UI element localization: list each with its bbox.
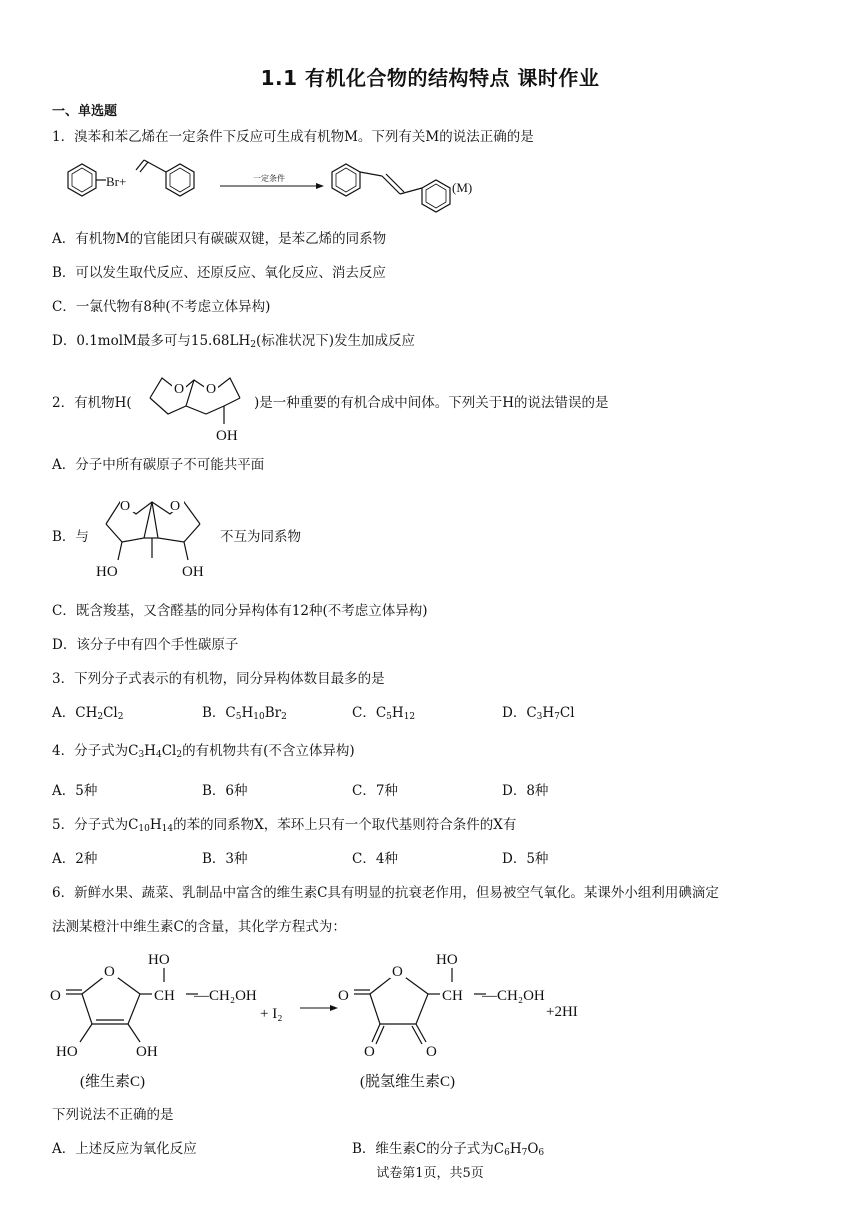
q5-option-d: D．5种 <box>502 851 549 867</box>
q4-stem: 4．分子式为$C_3H_4Cl_2$的有机物共有(不含立体异构) <box>52 743 355 760</box>
condition-label: 一定条件 <box>253 174 285 183</box>
q2-option-c: C．既含羧基，又含醛基的同分异构体有12种(不考虑立体异构) <box>52 603 428 619</box>
q3-stem: 3．下列分子式表示的有机物，同分异构体数目最多的是 <box>52 671 385 687</box>
q1-option-b: B．可以发生取代反应、还原反应、氧化反应、消去反应 <box>52 265 386 281</box>
q5-option-a: A．2种 <box>52 851 98 867</box>
q1-stem: 1．溴苯和苯乙烯在一定条件下反应可生成有机物M。下列有关M的说法正确的是 <box>52 129 534 145</box>
q6-prompt: 下列说法不正确的是 <box>52 1107 174 1123</box>
q4-option-c: C．7种 <box>352 783 398 799</box>
vc-oh-right: OH <box>136 1044 158 1060</box>
dvc-o-left: O <box>364 1044 375 1060</box>
q4-option-a: A．5种 <box>52 783 98 799</box>
page-title: 1.1 有机化合物的结构特点 课时作业 <box>260 66 600 90</box>
q1-option-a: A．有机物M的官能团只有碳碳双键，是苯乙烯的同系物 <box>52 231 387 247</box>
h-o1-label: O <box>174 382 185 397</box>
br-plus-label: Br+ <box>106 174 127 189</box>
section-heading: 一、单选题 <box>52 104 118 119</box>
q4-option-b: B．6种 <box>202 783 248 799</box>
b-o1-label: O <box>120 499 131 514</box>
vc-name-label: (维生素C) <box>80 1074 145 1090</box>
q6-reaction-scheme <box>48 944 608 1094</box>
b-o2-label: O <box>170 499 181 514</box>
dvc-carbonyl-o: O <box>338 988 349 1004</box>
vc-ring-o: O <box>104 964 115 980</box>
q3-option-a: A．$CH_2Cl_2$ <box>52 705 124 722</box>
dvc-name-label: (脱氢维生素C) <box>360 1074 455 1090</box>
q4-formula: $C_3H_4Cl_2$ <box>128 743 183 760</box>
vc-carbonyl-o: O <box>50 988 61 1004</box>
q2-option-b-end: 不互为同系物 <box>220 529 301 545</box>
q5-option-c: C．4种 <box>352 851 398 867</box>
q1-reaction-scheme <box>48 158 508 218</box>
q6-option-b: B．维生素C的分子式为$C_6H_7O_6$ <box>352 1141 545 1158</box>
q2-stem-start: 2．有机物H( <box>52 395 132 411</box>
q6-stem-line1: 6．新鲜水果、蔬菜、乳制品中富含的维生素C具有明显的抗衰老作用，但易被空气氧化。某课外小组利用碘滴定 <box>52 885 719 901</box>
q6-option-a: A．上述反应为氧化反应 <box>52 1141 197 1157</box>
q1-option-d: D．0.1molM最多可与$15.68LH_2$(标准状况下)发生加成反应 <box>52 333 416 350</box>
q6-stem-line2: 法测某橙汁中维生素C的含量，其化学方程式为： <box>52 919 346 935</box>
b-ho-label: HO <box>96 564 118 580</box>
product-m-label: (M) <box>452 180 473 195</box>
dvc-ho-label: HO <box>436 952 458 968</box>
q2-option-a: A．分子中所有碳原子不可能共平面 <box>52 457 265 473</box>
q3-option-b: B．$C_5H_{10}Br_2$ <box>202 705 287 722</box>
vc-oh-left: HO <box>56 1044 78 1060</box>
page-footer: 试卷第1页，共5页 <box>376 1166 484 1181</box>
dvc-ch2oh-label: —CH₂OH <box>482 988 545 1004</box>
dvc-o-right: O <box>426 1044 437 1060</box>
q2-option-d: D．该分子中有四个手性碳原子 <box>52 637 239 653</box>
h-oh-label: OH <box>216 428 238 444</box>
q1-option-c: C．一氯代物有8种(不考虑立体异构) <box>52 299 271 315</box>
q5-stem: 5．分子式为$C_{10}H_{14}$的苯的同系物X，苯环上只有一个取代基则符合条件的X有 <box>52 817 517 834</box>
q4-option-d: D．8种 <box>502 783 549 799</box>
vc-ch-label: CH <box>154 988 175 1004</box>
q2-stem-end: )是一种重要的有机合成中间体。下列关于H的说法错误的是 <box>254 395 609 411</box>
q2-option-b-start: B．与 <box>52 529 89 545</box>
q3-option-d: D．$C_3H_7Cl$ <box>502 705 575 722</box>
q2-molecule-h <box>140 360 252 444</box>
vc-ch2oh-label: —CH₂OH <box>194 988 257 1004</box>
q5-option-b: B．3种 <box>202 851 248 867</box>
h-o2-label: O <box>206 382 217 397</box>
plus-i2-label: + I₂ <box>260 1006 283 1022</box>
dvc-ch-label: CH <box>442 988 463 1004</box>
q3-option-c: C．$C_5H_{12}$ <box>352 705 416 722</box>
b-oh-label: OH <box>182 564 204 580</box>
dvc-ring-o: O <box>392 964 403 980</box>
plus-2hi-label: +2HI <box>546 1004 578 1020</box>
vc-ho-label: HO <box>148 952 170 968</box>
q2-option-b-molecule <box>92 488 216 582</box>
